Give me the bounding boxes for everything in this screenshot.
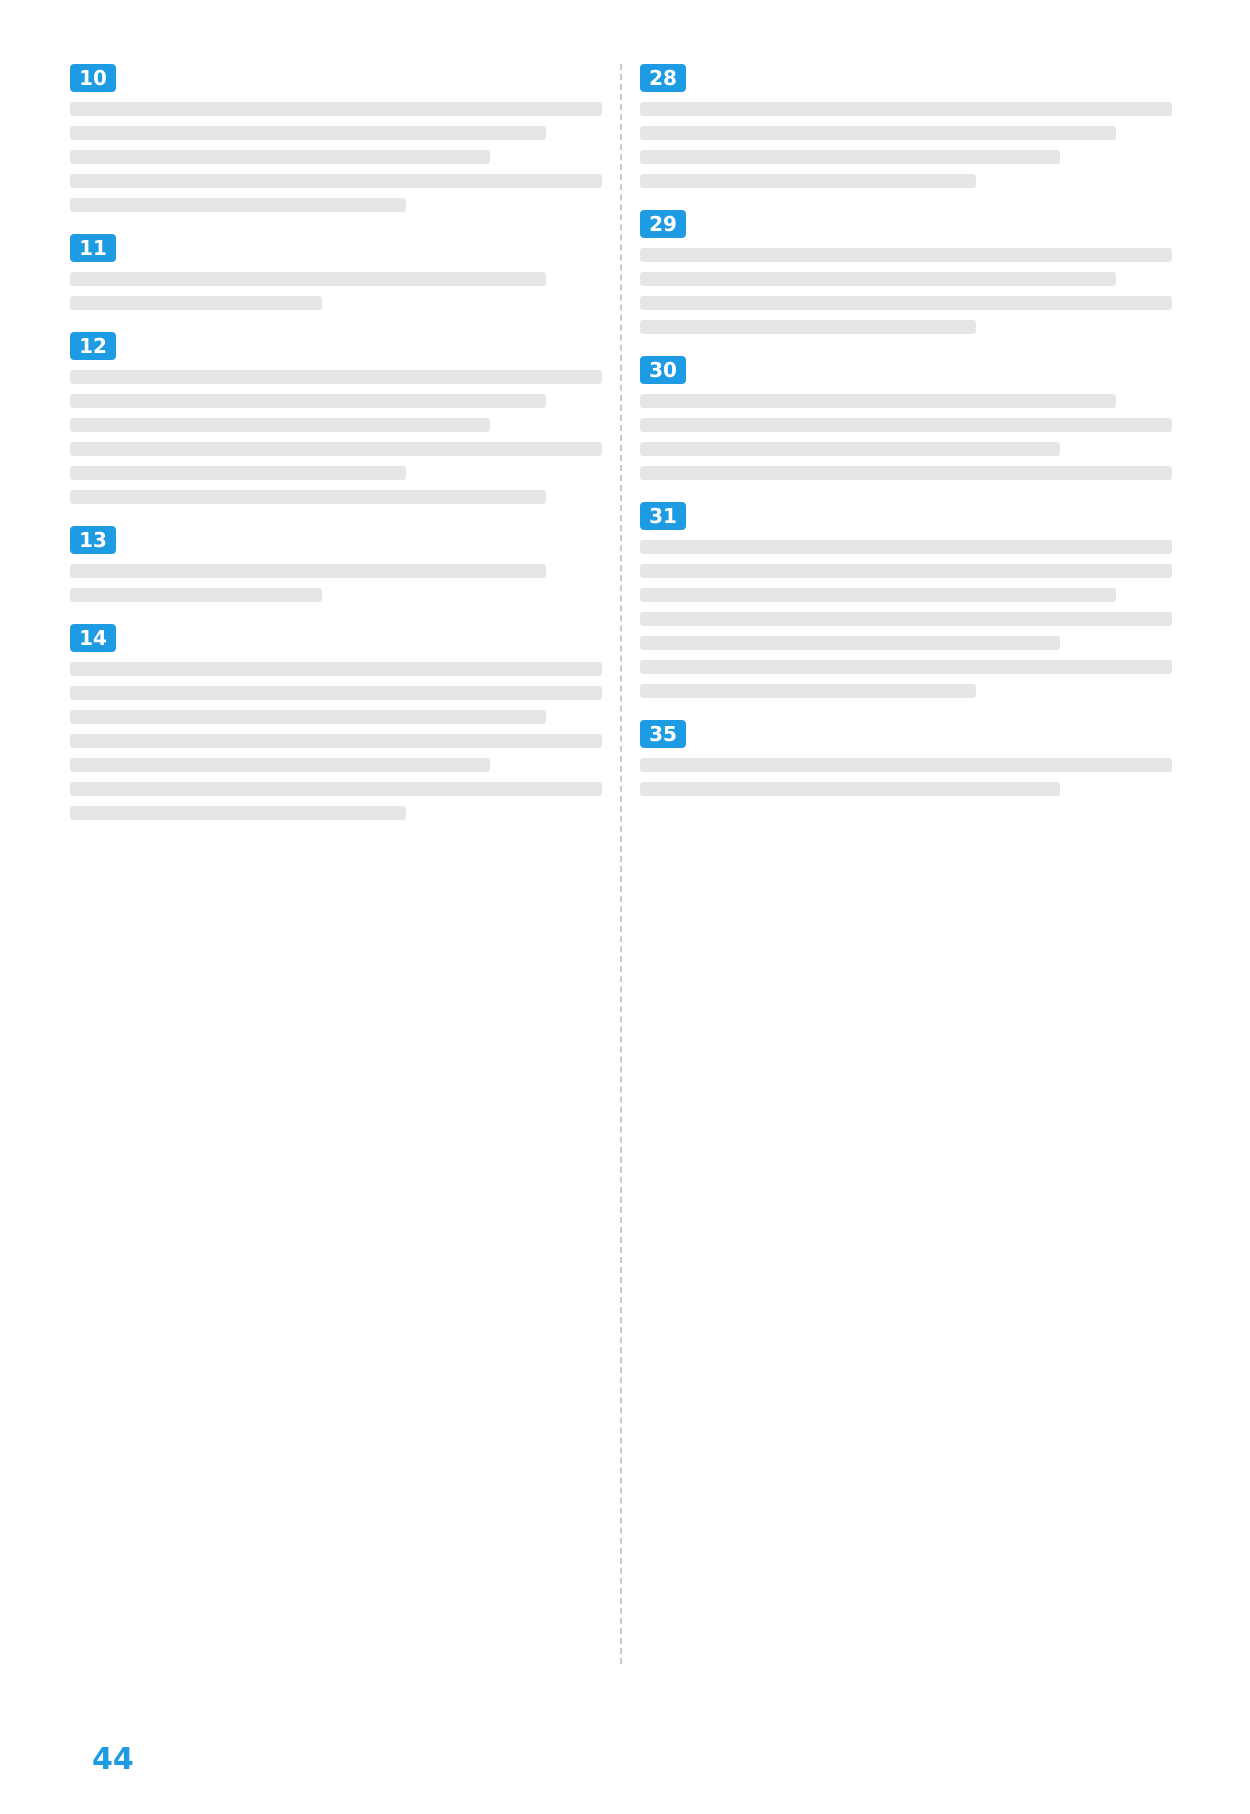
answer-text-placeholder — [70, 782, 602, 796]
answer-item — [70, 526, 630, 602]
answer-text-placeholder — [70, 806, 406, 820]
answer-text-placeholder — [640, 126, 1116, 140]
answer-text-placeholder — [70, 150, 490, 164]
answer-text-placeholder — [70, 174, 602, 188]
answer-text-placeholder — [640, 150, 1060, 164]
question-number: 11 — [70, 234, 116, 262]
answer-text-placeholder — [70, 370, 602, 384]
answer-text-placeholder — [640, 540, 1172, 554]
answer-text-placeholder — [70, 296, 322, 310]
question-number: 12 — [70, 332, 116, 360]
answer-item — [70, 64, 630, 212]
answer-text-placeholder — [640, 296, 1172, 310]
question-number: 13 — [70, 526, 116, 554]
answer-item — [70, 332, 630, 504]
answer-text-placeholder — [70, 272, 546, 286]
right-column — [640, 64, 1200, 818]
answer-text-placeholder — [640, 248, 1172, 262]
answer-text-placeholder — [70, 442, 602, 456]
answer-text-placeholder — [70, 394, 546, 408]
question-number: 14 — [70, 624, 116, 652]
answer-text-placeholder — [640, 320, 976, 334]
answer-text-placeholder — [70, 126, 546, 140]
answer-text-placeholder — [70, 758, 490, 772]
answer-text-placeholder — [640, 418, 1172, 432]
answer-text-placeholder — [640, 660, 1172, 674]
left-column — [70, 64, 630, 842]
answer-text-placeholder — [70, 102, 602, 116]
answer-text-placeholder — [640, 636, 1060, 650]
answer-text-placeholder — [640, 394, 1116, 408]
question-number: 10 — [70, 64, 116, 92]
answer-text-placeholder — [640, 466, 1172, 480]
answer-item — [640, 502, 1200, 698]
answer-text-placeholder — [70, 734, 602, 748]
answer-item — [70, 234, 630, 310]
answer-text-placeholder — [70, 686, 602, 700]
answer-text-placeholder — [70, 710, 546, 724]
answer-text-placeholder — [640, 612, 1172, 626]
answer-text-placeholder — [70, 662, 602, 676]
answer-text-placeholder — [70, 198, 406, 212]
answer-text-placeholder — [640, 588, 1116, 602]
question-number: 35 — [640, 720, 686, 748]
answer-item — [640, 356, 1200, 480]
answer-item — [640, 210, 1200, 334]
answer-text-placeholder — [70, 588, 322, 602]
answer-item — [640, 64, 1200, 188]
answer-text-placeholder — [70, 490, 546, 504]
answer-text-placeholder — [640, 442, 1060, 456]
answer-text-placeholder — [70, 466, 406, 480]
answer-item — [70, 624, 630, 820]
answer-text-placeholder — [70, 418, 490, 432]
answer-text-placeholder — [640, 174, 976, 188]
answer-text-placeholder — [640, 102, 1172, 116]
question-number: 28 — [640, 64, 686, 92]
answer-text-placeholder — [640, 272, 1116, 286]
answer-text-placeholder — [640, 758, 1172, 772]
page-number: 44 — [92, 1742, 134, 1777]
answer-item — [640, 720, 1200, 796]
answer-text-placeholder — [640, 564, 1172, 578]
question-number: 29 — [640, 210, 686, 238]
question-number: 31 — [640, 502, 686, 530]
answer-text-placeholder — [640, 782, 1060, 796]
answer-text-placeholder — [70, 564, 546, 578]
answer-text-placeholder — [640, 684, 976, 698]
question-number: 30 — [640, 356, 686, 384]
